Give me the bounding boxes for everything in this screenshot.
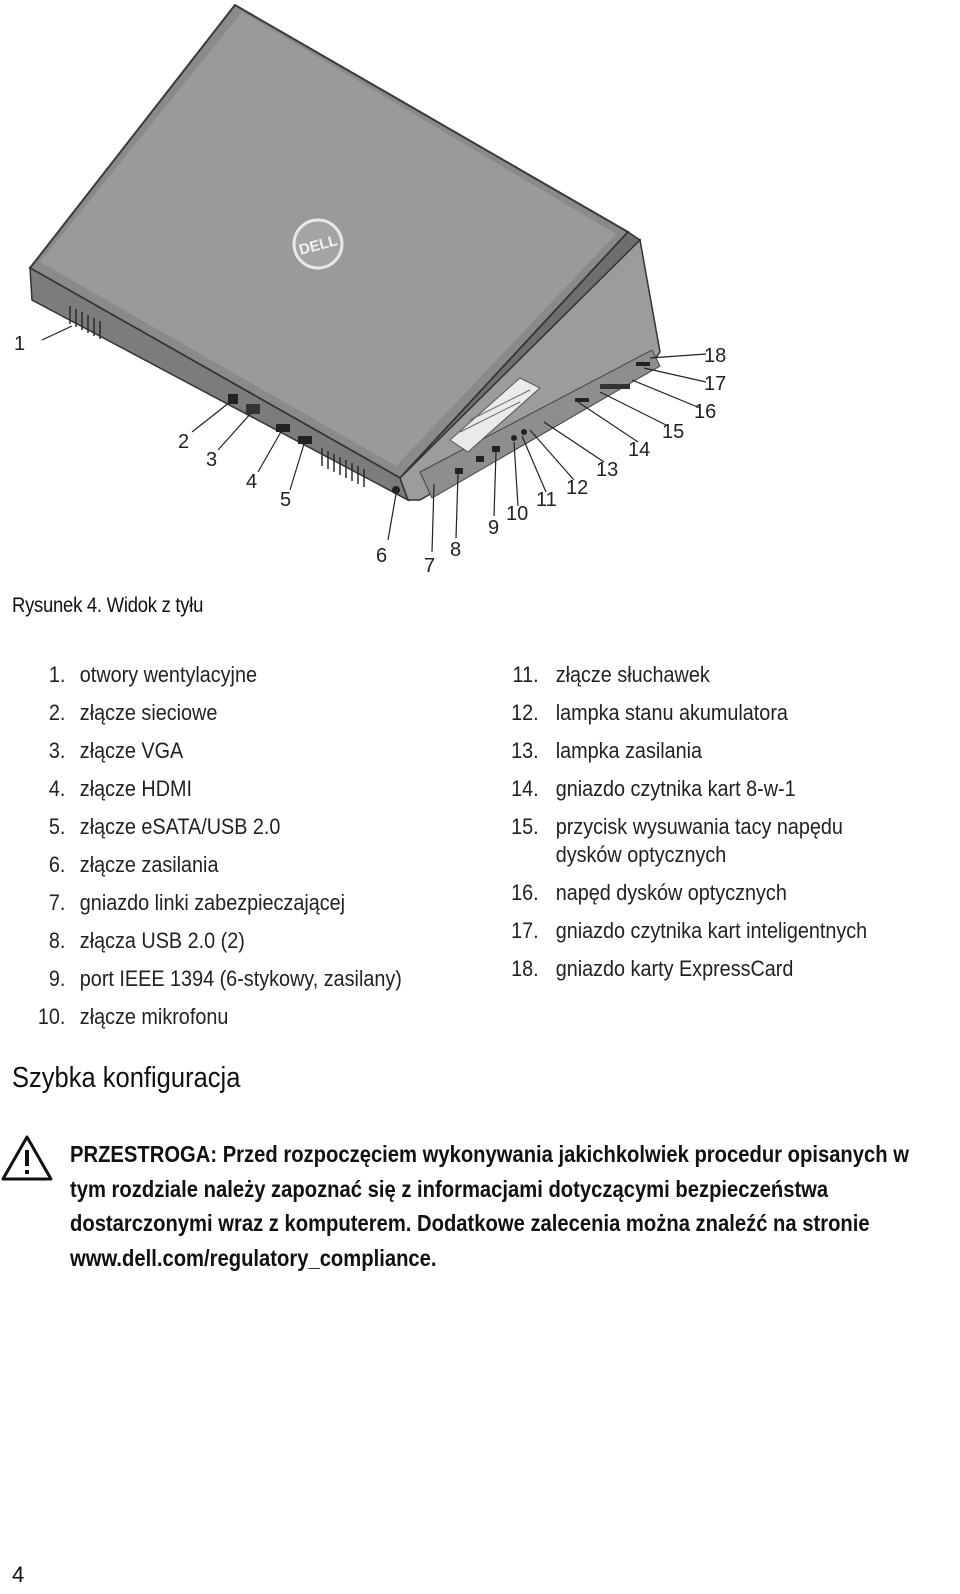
callout-6: 6 [376,545,388,567]
callout-16: 16 [694,401,717,423]
item-text: złącze sieciowe [79,700,218,725]
item-text: otwory wentylacyjne [79,662,257,687]
callout-8: 8 [450,539,462,561]
callout-9: 9 [488,517,500,539]
item-number: 7. [48,890,66,915]
laptop-rear-view-figure [0,0,960,590]
list-item [472,808,913,874]
item-text: złącze VGA [79,738,184,763]
callout-12: 12 [566,477,589,499]
item-text: przycisk wysuwania tacy napędu dysków optycznych [555,814,843,867]
list-item [15,732,438,770]
item-number: 5. [48,814,66,839]
item-number: 11. [512,662,539,687]
page-number: 4 [12,1562,25,1587]
item-number: 15. [511,814,539,839]
figure-caption: Rysunek 4. Widok z tyłu [12,594,204,617]
list-item [472,694,913,732]
item-text: gniazdo czytnika kart 8-w-1 [555,776,796,801]
item-number: 9. [48,966,66,991]
component-list-left [15,656,485,1036]
item-text: lampka stanu akumulatora [555,700,788,725]
list-item [15,846,438,884]
callout-15: 15 [662,421,685,443]
item-text: gniazdo czytnika kart inteligentnych [555,918,868,943]
item-number: 16. [511,880,539,905]
list-item [15,922,438,960]
item-text: złącza USB 2.0 (2) [79,928,245,953]
item-text: złącze HDMI [79,776,193,801]
list-item [15,656,438,694]
callout-5: 5 [280,489,292,511]
item-number: 6. [48,852,66,877]
item-text: złącze eSATA/USB 2.0 [79,814,281,839]
item-number: 18. [511,956,539,981]
list-item [15,960,438,998]
item-text: złącze zasilania [79,852,219,877]
callout-3: 3 [206,449,218,471]
list-item [472,912,913,950]
callout-4: 4 [246,471,258,493]
item-text: gniazdo karty ExpressCard [555,956,794,981]
callout-7: 7 [424,555,436,577]
list-item [15,998,438,1036]
item-number: 2. [48,700,66,725]
list-item [472,950,913,988]
callout-1: 1 [14,333,26,355]
warning-triangle-icon [0,1134,54,1182]
section-title: Szybka konfiguracja [12,1062,241,1094]
list-item [15,808,438,846]
callout-13: 13 [596,459,619,481]
callout-17: 17 [704,373,727,395]
dell-logo-text: DELL [297,232,340,259]
item-number: 1. [48,662,66,687]
list-item [472,656,913,694]
dell-logo [294,220,342,268]
item-number: 8. [48,928,66,953]
item-number: 3. [48,738,66,763]
callout-14: 14 [628,439,651,461]
item-text: port IEEE 1394 (6-stykowy, zasilany) [79,966,402,991]
callout-10: 10 [506,503,529,525]
callout-11: 11 [536,489,557,511]
list-item [15,694,438,732]
callout-2: 2 [178,431,190,453]
item-text: złącze słuchawek [555,662,710,687]
callout-18: 18 [704,345,727,367]
item-number: 4. [48,776,66,801]
list-item [15,884,438,922]
item-text: napęd dysków optycznych [555,880,787,905]
caution-text: PRZESTROGA: Przed rozpoczęciem wykonywania jakichkolwiek procedur opisanych w tym rozdziale należy zapoznać się z informacjami dotyczącymi bezpieczeństwa dostarczonymi wraz z komputerem. Dodatkowe zalecenia można znaleźć na stronie www.dell.com/regulatory_compliance. [70,1141,909,1271]
list-item [472,732,913,770]
list-item [15,770,438,808]
item-text: gniazdo linki zabezpieczającej [79,890,346,915]
item-number: 12. [511,700,539,725]
list-item [472,874,913,912]
item-number: 13. [511,738,539,763]
item-number: 17. [511,918,539,943]
list-item [472,770,913,808]
item-number: 14. [511,776,539,801]
item-text: złącze mikrofonu [79,1004,229,1029]
item-number: 10. [37,1004,66,1029]
component-list-right [472,656,960,988]
item-text: lampka zasilania [555,738,703,763]
